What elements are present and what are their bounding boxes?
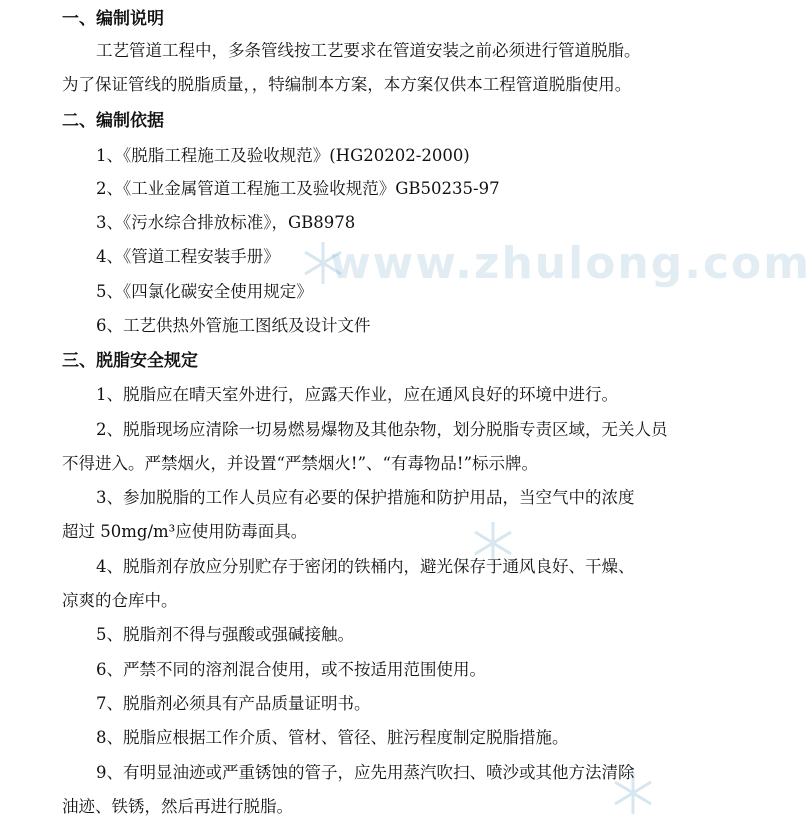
rule-item: 6、严禁不同的溶剂混合使用，或不按适用范围使用。 xyxy=(96,660,486,679)
section-heading: 三、脱脂安全规定 xyxy=(62,351,198,371)
reference-item: 2、《工业金属管道工程施工及验收规范》GB50235-97 xyxy=(96,179,500,198)
paragraph-line: 为了保证管线的脱脂质量，，特编制本方案，本方案仅供本工程管道脱脂使用。 xyxy=(62,75,632,94)
reference-item: 1、《脱脂工程施工及验收规范》(HG20202-2000) xyxy=(96,146,470,165)
rule-item: 1、脱脂应在晴天室外进行，应露天作业，应在通风良好的环境中进行。 xyxy=(96,385,618,404)
rule-item-continuation: 超过 50mg/m³应使用防毒面具。 xyxy=(62,522,308,541)
reference-item: 4、《管道工程安装手册》 xyxy=(96,247,280,266)
rule-item-continuation: 油迹、铁锈，然后再进行脱脂。 xyxy=(62,797,293,816)
rule-item-continuation: 凉爽的仓库中。 xyxy=(62,591,178,610)
rule-item-continuation: 不得进入。严禁烟火，并设置“严禁烟火!”、“有毒物品!”标示牌。 xyxy=(62,454,539,473)
section-heading: 二、编制依据 xyxy=(62,111,164,131)
rule-item: 3、参加脱脂的工作人员应有必要的保护措施和防护用品，当空气中的浓度 xyxy=(96,488,635,507)
reference-item: 3、《污水综合排放标准》，GB8978 xyxy=(96,213,356,232)
section-heading: 一、编制说明 xyxy=(62,9,164,29)
rule-item: 8、脱脂应根据工作介质、管材、管径、脏污程度制定脱脂措施。 xyxy=(96,728,569,747)
watermark-text: www.zhulong.com xyxy=(330,238,811,289)
paragraph-line: 工艺管道工程中，多条管线按工艺要求在管道安装之前必须进行管道脱脂。 xyxy=(96,41,641,60)
reference-item: 5、《四氯化碳安全使用规定》 xyxy=(96,282,313,301)
rule-item: 2、脱脂现场应清除一切易燃易爆物及其他杂物，划分脱脂专责区域，无关人员 xyxy=(96,420,668,439)
rule-item: 4、脱脂剂存放应分别贮存于密闭的铁桶内，避光保存于通风良好、干燥、 xyxy=(96,557,635,576)
rule-item: 7、脱脂剂必须具有产品质量证明书。 xyxy=(96,694,371,713)
rule-item: 5、脱脂剂不得与强酸或强碱接触。 xyxy=(96,625,354,644)
rule-item: 9、有明显油迹或严重锈蚀的管子，应先用蒸汽吹扫、喷沙或其他方法清除 xyxy=(96,763,635,782)
reference-item: 6、工艺供热外管施工图纸及设计文件 xyxy=(96,316,371,335)
